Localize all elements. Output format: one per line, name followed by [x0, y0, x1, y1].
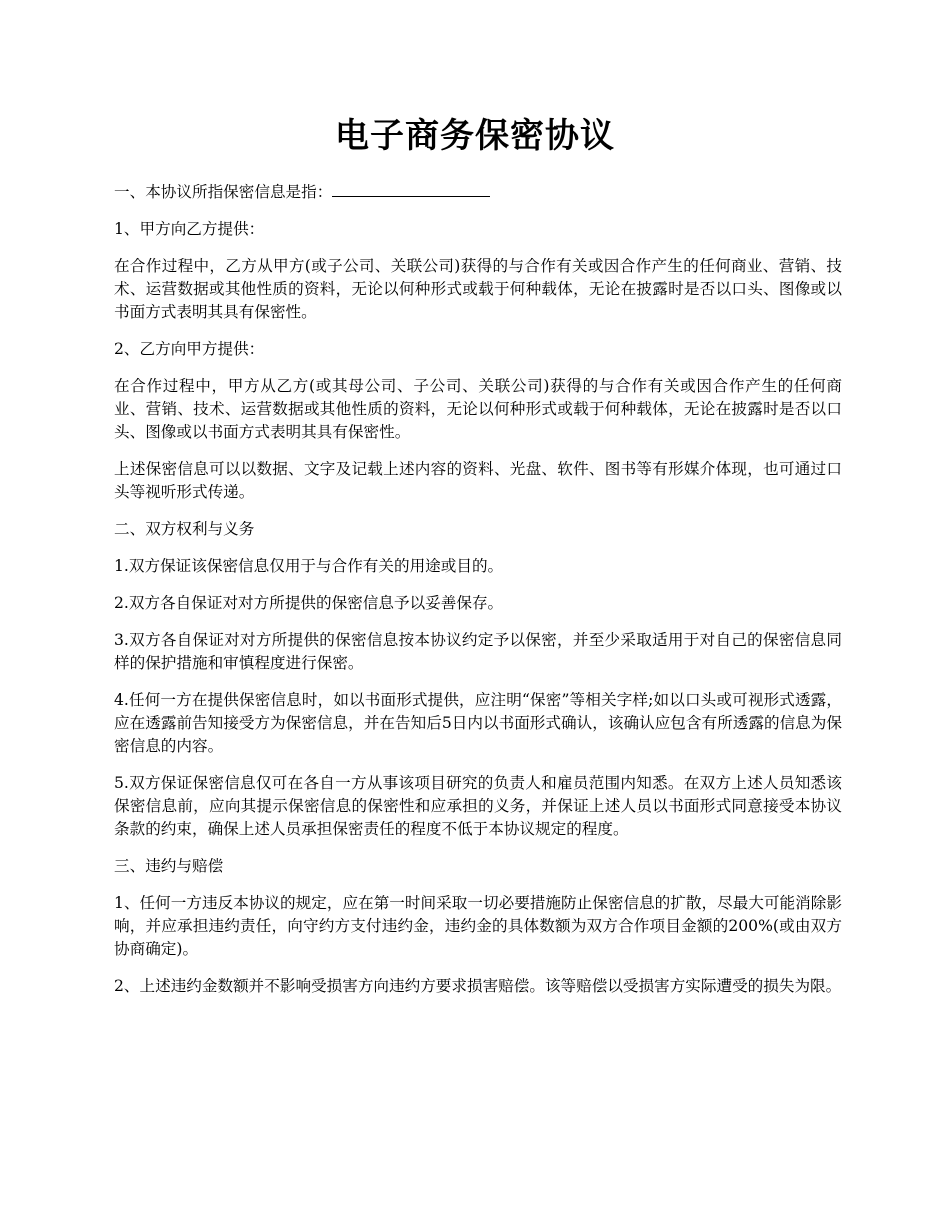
- clause-1-1-heading: 1、甲方向乙方提供：: [114, 220, 265, 238]
- clause-1-1-text: 在合作过程中，乙方从甲方(或子公司、关联公司)获得的与合作有关或因合作产生的任何商业、营销、技术、运营数据或其他性质的资料，无论以何种形式或载于何种载体，无论在披露时是否以口头、图像或以书面方式表明其具有保密性。: [114, 257, 842, 321]
- clause-3-2-text: 2、上述违约金数额并不影响受损害方向违约方要求损害赔偿。该等赔偿以受损害方实际遭受的损失为限。: [114, 977, 842, 995]
- document-body: [114, 180, 842, 1012]
- section-1-heading: [114, 180, 842, 204]
- fill-in-blank[interactable]: [332, 180, 490, 197]
- clause-3-1-text: 1、任何一方违反本协议的规定，应在第一时间采取一切必要措施防止保密信息的扩散，尽最大可能消除影响，并应承担违约责任，向守约方支付违约金，违约金的具体数额为双方合作项目金额的200%(或由双方协商确定)。: [114, 894, 842, 958]
- clause-2-3-text: 3.双方各自保证对对方所提供的保密信息按本协议约定予以保密，并至少采取适用于对自己的保密信息同样的保护措施和审慎程度进行保密。: [114, 631, 842, 672]
- clause-1-media-text: 上述保密信息可以以数据、文字及记载上述内容的资料、光盘、软件、图书等有形媒介体现，也可通过口头等视听形式传递。: [114, 460, 842, 501]
- clause-2-1-text: 1.双方保证该保密信息仅用于与合作有关的用途或目的。: [114, 557, 504, 575]
- document-title: 电子商务保密协议: [335, 116, 615, 156]
- clause-2-5-text: 5.双方保证保密信息仅可在各自一方从事该项目研究的负责人和雇员范围内知悉。在双方上述人员知悉该保密信息前，应向其提示保密信息的保密性和应承担的义务，并保证上述人员以书面形式同意接受本协议条款的约束，确保上述人员承担保密责任的程度不低于本协议规定的程度。: [114, 774, 842, 838]
- section-2-heading: 二、双方权利与义务: [114, 520, 255, 538]
- section-1-heading-text: 一、本协议所指保密信息是指：: [114, 183, 333, 201]
- clause-1-2-heading: 2、乙方向甲方提供：: [114, 340, 265, 358]
- clause-1-2-text: 在合作过程中，甲方从乙方(或其母公司、子公司、关联公司)获得的与合作有关或因合作产生的任何商业、营销、技术、运营数据或其他性质的资料，无论以何种形式或载于何种载体，无论在披露时是否以口头、图像或以书面方式表明其具有保密性。: [114, 377, 842, 441]
- clause-2-4-text: 4.任何一方在提供保密信息时，如以书面形式提供，应注明“保密”等相关字样;如以口头或可视形式透露，应在透露前告知接受方为保密信息，并在告知后5日内以书面形式确认，该确认应包含有所透露的信息为保密信息的内容。: [114, 691, 843, 755]
- clause-2-2-text: 2.双方各自保证对对方所提供的保密信息予以妥善保存。: [114, 594, 504, 612]
- section-3-heading: 三、违约与赔偿: [114, 857, 224, 875]
